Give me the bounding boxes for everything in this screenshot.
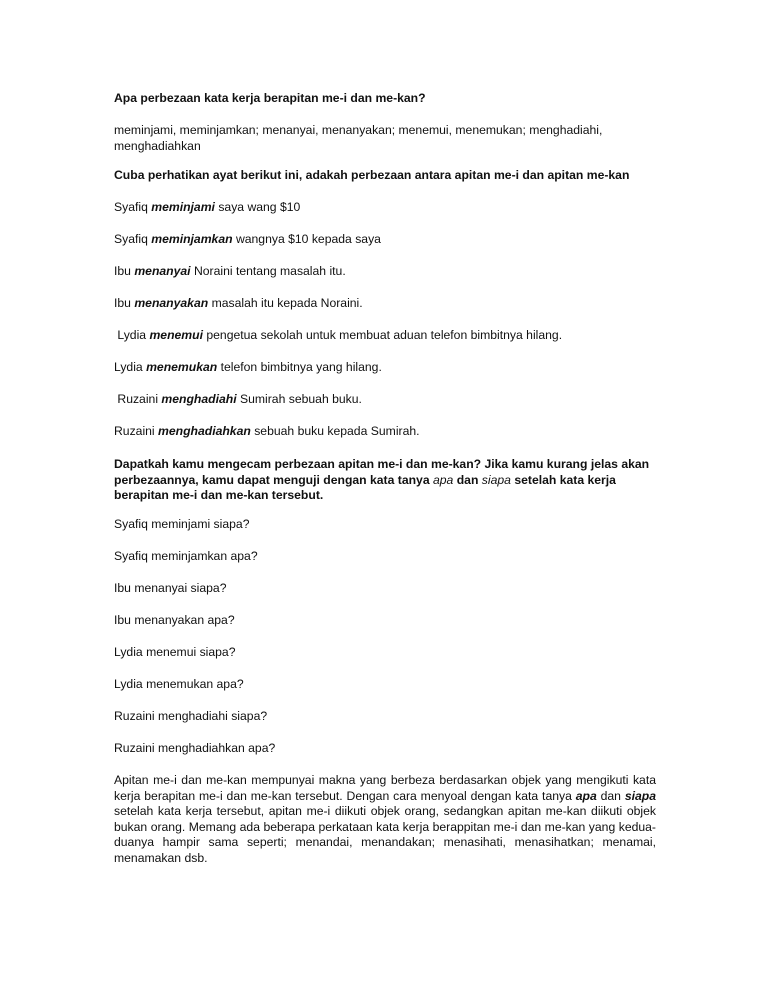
example-object: telefon bimbitnya yang hilang. xyxy=(217,360,382,374)
conclusion-text: dan xyxy=(596,788,625,803)
example-sentence xyxy=(114,424,656,440)
example-object: Sumirah sebuah buku. xyxy=(236,392,362,406)
question-intro-paragraph xyxy=(114,457,656,504)
instruction-text: Cuba perhatikan ayat berikut ini, adakah perbezaan antara apitan me-i dan apitan me-kan xyxy=(114,168,630,182)
conclusion-paragraph xyxy=(114,773,656,866)
test-question: Ruzaini menghadiahi siapa? xyxy=(114,709,268,723)
example-subject: Ruzaini xyxy=(114,392,162,406)
example-verb: menanyai xyxy=(134,264,191,278)
keyword-apa: apa xyxy=(575,788,597,803)
example-sentence xyxy=(114,232,656,248)
example-sentence xyxy=(114,328,656,344)
document-heading: Apa perbezaan kata kerja berapitan me-i dan me-kan? xyxy=(114,91,426,105)
example-verb: meminjami xyxy=(151,200,215,214)
test-question: Ruzaini menghadiahkan apa? xyxy=(114,741,276,755)
example-object: wangnya $10 kepada saya xyxy=(232,232,381,246)
keyword-siapa: siapa xyxy=(481,472,511,487)
example-subject: Ruzaini xyxy=(114,424,159,438)
test-question: Syafiq meminjamkan apa? xyxy=(114,549,258,563)
conclusion-text: setelah kata kerja tersebut, apitan me-i diikuti objek orang, sedangkan apitan me-kan diikuti objek bukan orang. Memang ada beberapa perkataan kata kerja berappitan me-i dan me-kan yang kedua-duanya hampir sama seperti; menandai, menandakan; menasihati, menasihatkan; menamai, menamakan dsb. xyxy=(114,804,656,865)
example-verb: meminjamkan xyxy=(151,232,233,246)
keyword-siapa: siapa xyxy=(624,788,656,803)
test-question: Lydia menemui siapa? xyxy=(114,645,236,659)
example-sentence xyxy=(114,392,656,408)
test-question: Ibu menanyai siapa? xyxy=(114,581,227,595)
keyword-apa: apa xyxy=(433,472,454,487)
test-question: Ibu menanyakan apa? xyxy=(114,613,235,627)
example-verb: menemukan xyxy=(146,360,218,374)
example-verb: menghadiahkan xyxy=(158,424,251,438)
test-question: Syafiq meminjami siapa? xyxy=(114,517,250,531)
example-sentence xyxy=(114,296,656,312)
example-sentence xyxy=(114,360,656,376)
example-subject: Lydia xyxy=(114,328,150,342)
verb-pairs-list: meminjami, meminjamkan; menanyai, menanyakan; menemui, menemukan; menghadiahi, menghadiahkan xyxy=(114,123,603,153)
example-sentence xyxy=(114,264,656,280)
example-object: pengetua sekolah untuk membuat aduan telefon bimbitnya hilang. xyxy=(202,328,563,342)
example-verb: menghadiahi xyxy=(161,392,237,406)
example-sentence xyxy=(114,200,656,216)
question-intro-text: Dapatkah kamu mengecam perbezaan apitan me-i dan me-kan? Jika kamu kurang jelas akan perbezaannya, kamu dapat menguji dengan kata tanya xyxy=(114,457,650,487)
test-question: Lydia menemukan apa? xyxy=(114,677,244,691)
example-subject: Lydia xyxy=(114,360,147,374)
example-object: Noraini tentang masalah itu. xyxy=(190,264,346,278)
question-intro-text: dan xyxy=(453,472,482,487)
example-subject: Ibu xyxy=(114,264,135,278)
example-verb: menanyakan xyxy=(134,296,209,310)
conclusion-text: Apitan me-i dan me-kan mempunyai makna yang berbeza berdasarkan objek yang mengikuti kata kerja berapitan me-i dan me-kan tersebut. Dengan cara menyoal dengan kata tanya xyxy=(114,773,656,803)
example-object: sebuah buku kepada Sumirah. xyxy=(250,424,420,438)
example-object: masalah itu kepada Noraini. xyxy=(208,296,363,310)
example-object: saya wang $10 xyxy=(214,200,301,214)
example-subject: Syafiq xyxy=(114,200,152,214)
example-verb: menemui xyxy=(149,328,203,342)
example-subject: Syafiq xyxy=(114,232,152,246)
question-intro-text: setelah kata kerja berapitan me-i dan me-kan tersebut. xyxy=(114,472,616,502)
example-subject: Ibu xyxy=(114,296,135,310)
